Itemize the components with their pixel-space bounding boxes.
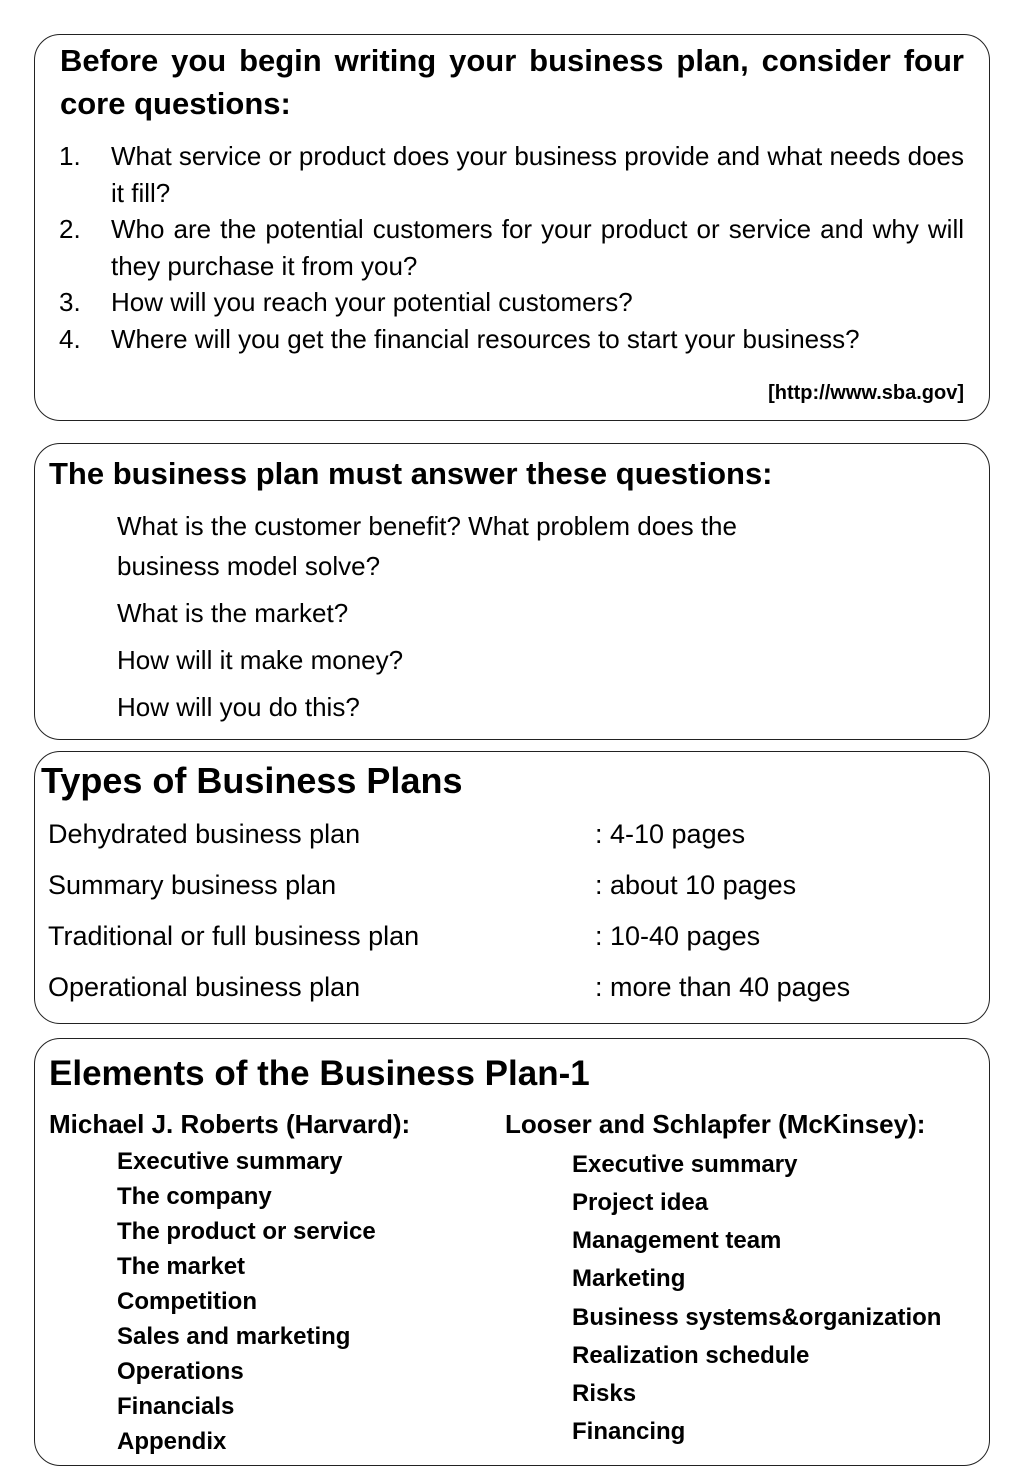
list-item: 3. How will you reach your potential customers? <box>59 287 633 317</box>
harvard-item: Competition <box>117 1288 257 1315</box>
mckinsey-item: Business systems&organization <box>572 1304 942 1331</box>
plan-type-pages: : 4-10 pages <box>595 819 746 849</box>
mckinsey-item: Management team <box>572 1227 782 1254</box>
plan-type-name: Traditional or full business plan <box>48 921 420 951</box>
harvard-item: Executive summary <box>117 1148 343 1175</box>
plan-type-pages: : about 10 pages <box>595 870 797 900</box>
plan-type-row <box>48 870 797 901</box>
core-questions-list <box>59 138 964 357</box>
harvard-item: Operations <box>117 1358 244 1385</box>
mckinsey-item: Financing <box>572 1418 686 1445</box>
question-line: How will it make money? <box>117 645 404 675</box>
plan-type-name: Summary business plan <box>48 870 337 900</box>
harvard-item: Appendix <box>117 1428 227 1455</box>
core-questions-heading: Before you begin writing your business plan, consider four core questions: <box>60 43 964 121</box>
source-citation: [http://www.sba.gov] <box>768 382 964 404</box>
core-questions-panel <box>34 34 990 421</box>
harvard-item: The market <box>117 1253 246 1280</box>
plan-elements-heading: Elements of the Business Plan-1 <box>49 1054 590 1093</box>
mckinsey-item: Project idea <box>572 1189 709 1216</box>
harvard-item: The product or service <box>117 1218 376 1245</box>
harvard-item: The company <box>117 1183 272 1210</box>
plan-type-name: Dehydrated business plan <box>48 819 361 849</box>
plan-type-row <box>48 972 851 1003</box>
harvard-item: Financials <box>117 1393 235 1420</box>
question-line: What is the customer benefit? What problem does the <box>117 511 737 541</box>
must-answer-panel <box>34 443 990 740</box>
list-item: 1. What service or product does your business provide and what needs does it fill? <box>59 141 964 208</box>
plan-type-row <box>48 921 761 952</box>
mckinsey-item: Risks <box>572 1380 637 1407</box>
question-line: How will you do this? <box>117 692 360 722</box>
question-line: What is the market? <box>117 598 349 628</box>
must-answer-heading: The business plan must answer these questions: <box>49 456 773 491</box>
plan-type-row <box>48 819 746 850</box>
mckinsey-item: Marketing <box>572 1265 686 1292</box>
plan-types-panel <box>34 751 990 1024</box>
plan-types-heading: Types of Business Plans <box>41 760 463 801</box>
mckinsey-item: Executive summary <box>572 1151 798 1178</box>
plan-type-pages: : more than 40 pages <box>595 972 851 1002</box>
mckinsey-item: Realization schedule <box>572 1342 810 1369</box>
question-line: business model solve? <box>117 551 381 581</box>
plan-elements-panel <box>34 1038 990 1466</box>
list-item: 4. Where will you get the financial resources to start your business? <box>59 323 860 354</box>
list-item: 2. Who are the potential customers for your product or service and why will they purchase it from you? <box>59 214 964 281</box>
harvard-item: Sales and marketing <box>117 1323 351 1350</box>
harvard-column-title: Michael J. Roberts (Harvard): <box>49 1109 411 1139</box>
plan-type-name: Operational business plan <box>48 972 361 1002</box>
plan-type-pages: : 10-40 pages <box>595 921 761 951</box>
mckinsey-column-title: Looser and Schlapfer (McKinsey): <box>505 1109 926 1139</box>
